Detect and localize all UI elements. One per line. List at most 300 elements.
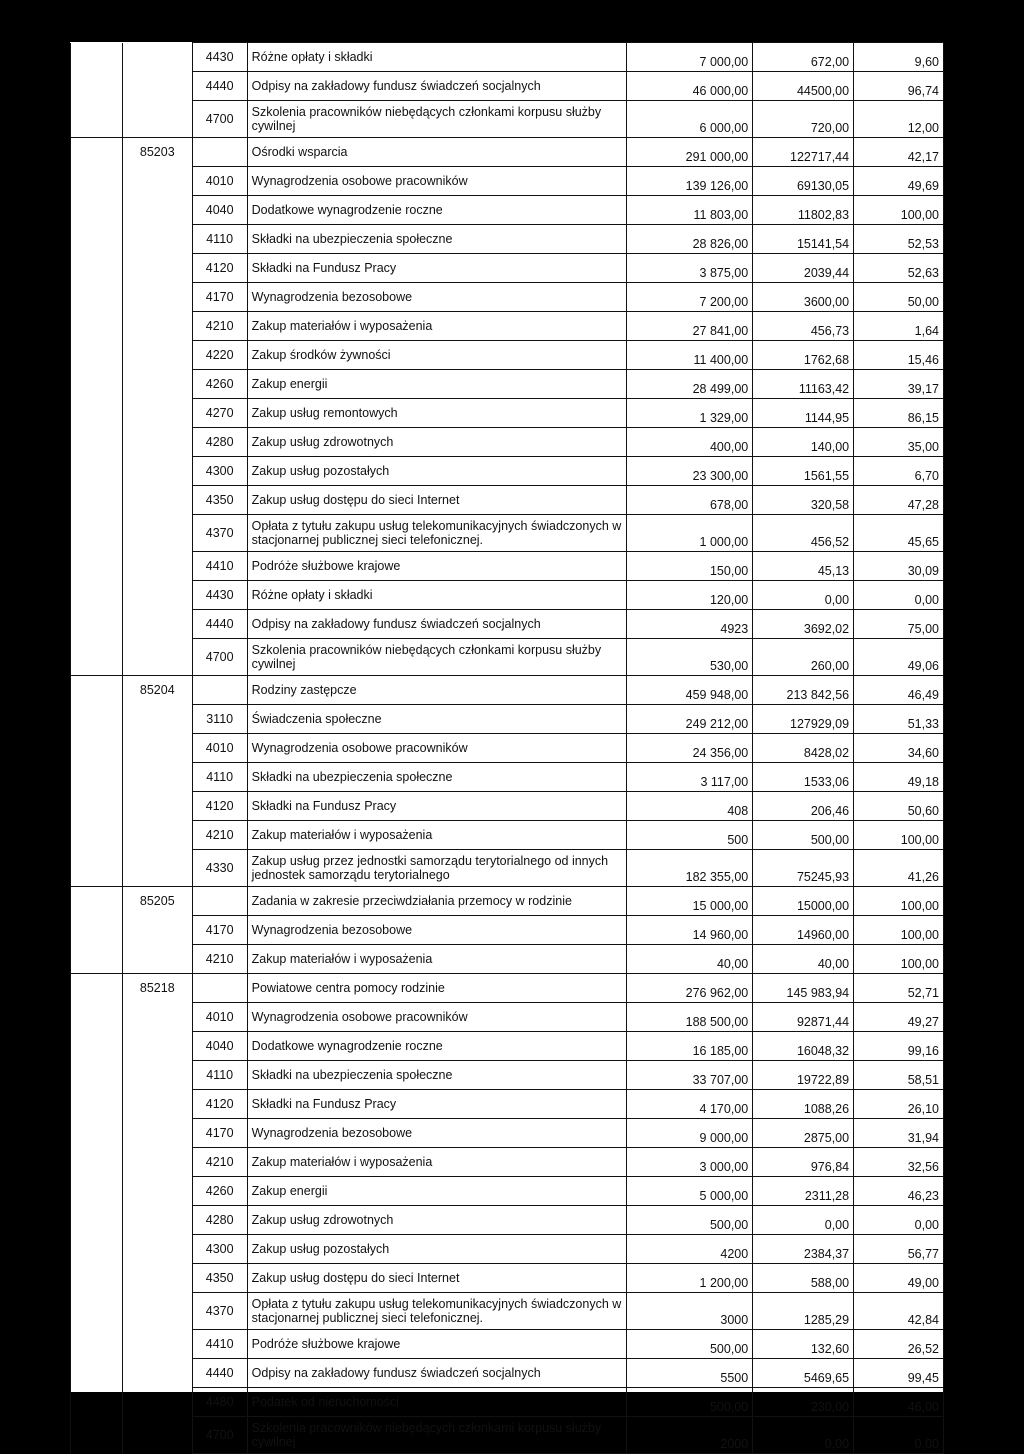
paragraph-code-cell: 4440 — [192, 1359, 247, 1388]
plan-amount-cell: 40,00 — [627, 945, 753, 974]
description-cell: Wynagrodzenia bezosobowe — [247, 1119, 627, 1148]
chapter-code-cell: 85204 — [122, 676, 192, 705]
paragraph-code-cell: 4040 — [192, 1032, 247, 1061]
executed-amount-cell: 40,00 — [753, 945, 854, 974]
execution-percent-cell: 30,09 — [854, 552, 944, 581]
execution-percent-cell: 49,06 — [854, 639, 944, 676]
executed-amount-cell: 213 842,56 — [753, 676, 854, 705]
paragraph-code-cell — [192, 974, 247, 1003]
blank-cell — [71, 399, 123, 428]
blank-cell — [71, 1293, 123, 1330]
blank-cell — [71, 138, 123, 167]
paragraph-code-cell: 4210 — [192, 312, 247, 341]
executed-amount-cell: 260,00 — [753, 639, 854, 676]
paragraph-code-cell: 4120 — [192, 254, 247, 283]
description-cell: Rodziny zastępcze — [247, 676, 627, 705]
blank-cell — [71, 705, 123, 734]
chapter-code-cell — [122, 705, 192, 734]
blank-cell — [71, 283, 123, 312]
execution-percent-cell: 50,60 — [854, 792, 944, 821]
plan-amount-cell: 33 707,00 — [627, 1061, 753, 1090]
executed-amount-cell: 230,00 — [753, 1388, 854, 1417]
paragraph-code-cell: 4370 — [192, 1293, 247, 1330]
table-row — [71, 610, 944, 639]
description-cell: Zakup energii — [247, 1177, 627, 1206]
execution-percent-cell: 47,28 — [854, 486, 944, 515]
blank-cell — [71, 1119, 123, 1148]
chapter-code-cell — [122, 552, 192, 581]
executed-amount-cell: 19722,89 — [753, 1061, 854, 1090]
executed-amount-cell: 588,00 — [753, 1264, 854, 1293]
table-row — [71, 734, 944, 763]
chapter-code-cell — [122, 370, 192, 399]
chapter-code-cell — [122, 1177, 192, 1206]
table-row — [71, 101, 944, 138]
plan-amount-cell: 4200 — [627, 1235, 753, 1264]
paragraph-code-cell: 4410 — [192, 552, 247, 581]
description-cell: Składki na Fundusz Pracy — [247, 1090, 627, 1119]
execution-percent-cell: 34,60 — [854, 734, 944, 763]
chapter-code-cell — [122, 1090, 192, 1119]
table-row — [71, 821, 944, 850]
execution-percent-cell: 58,51 — [854, 1061, 944, 1090]
blank-cell — [71, 1388, 123, 1417]
paragraph-code-cell: 4170 — [192, 916, 247, 945]
execution-percent-cell: 6,70 — [854, 457, 944, 486]
description-cell: Zakup materiałów i wyposażenia — [247, 1148, 627, 1177]
chapter-code-cell — [122, 1032, 192, 1061]
description-cell: Odpisy na zakładowy fundusz świadczeń socjalnych — [247, 610, 627, 639]
execution-percent-cell: 46,00 — [854, 1388, 944, 1417]
blank-cell — [71, 821, 123, 850]
table-row — [71, 312, 944, 341]
paragraph-code-cell: 4430 — [192, 43, 247, 72]
chapter-code-cell — [122, 1119, 192, 1148]
table-row — [71, 515, 944, 552]
description-cell: Wynagrodzenia bezosobowe — [247, 283, 627, 312]
table-row — [71, 1206, 944, 1235]
plan-amount-cell: 15 000,00 — [627, 887, 753, 916]
executed-amount-cell: 11163,42 — [753, 370, 854, 399]
blank-cell — [71, 734, 123, 763]
execution-percent-cell: 96,74 — [854, 72, 944, 101]
table-row — [71, 1003, 944, 1032]
table-row — [71, 1119, 944, 1148]
plan-amount-cell: 16 185,00 — [627, 1032, 753, 1061]
paragraph-code-cell: 4110 — [192, 763, 247, 792]
chapter-code-cell — [122, 1417, 192, 1454]
paragraph-code-cell: 4010 — [192, 734, 247, 763]
description-cell: Składki na Fundusz Pracy — [247, 792, 627, 821]
chapter-code-cell — [122, 1235, 192, 1264]
table-row — [71, 457, 944, 486]
chapter-code-cell: 85203 — [122, 138, 192, 167]
chapter-code-cell — [122, 1359, 192, 1388]
executed-amount-cell: 500,00 — [753, 821, 854, 850]
chapter-code-cell — [122, 792, 192, 821]
table-row — [71, 1148, 944, 1177]
description-cell: Zakup usług zdrowotnych — [247, 428, 627, 457]
table-row — [71, 399, 944, 428]
blank-cell — [71, 1032, 123, 1061]
table-row — [71, 370, 944, 399]
description-cell: Zakup środków żywności — [247, 341, 627, 370]
table-row — [71, 1388, 944, 1417]
description-cell: Zadania w zakresie przeciwdziałania przemocy w rodzinie — [247, 887, 627, 916]
execution-percent-cell: 0,00 — [854, 581, 944, 610]
description-cell: Podróże służbowe krajowe — [247, 552, 627, 581]
plan-amount-cell: 9 000,00 — [627, 1119, 753, 1148]
plan-amount-cell: 3000 — [627, 1293, 753, 1330]
description-cell: Zakup materiałów i wyposażenia — [247, 945, 627, 974]
blank-cell — [71, 639, 123, 676]
executed-amount-cell: 976,84 — [753, 1148, 854, 1177]
execution-percent-cell: 39,17 — [854, 370, 944, 399]
execution-percent-cell: 100,00 — [854, 196, 944, 225]
blank-cell — [71, 763, 123, 792]
description-cell: Wynagrodzenia osobowe pracowników — [247, 1003, 627, 1032]
table-row — [71, 254, 944, 283]
table-row — [71, 705, 944, 734]
plan-amount-cell: 400,00 — [627, 428, 753, 457]
blank-cell — [71, 974, 123, 1003]
paragraph-code-cell: 4270 — [192, 399, 247, 428]
plan-amount-cell: 249 212,00 — [627, 705, 753, 734]
description-cell: Zakup usług remontowych — [247, 399, 627, 428]
table-row — [71, 581, 944, 610]
description-cell: Opłata z tytułu zakupu usług telekomunikacyjnych świadczonych w stacjonarnej publicznej sieci telefonicznej. — [247, 1293, 627, 1330]
chapter-code-cell — [122, 515, 192, 552]
execution-percent-cell: 99,16 — [854, 1032, 944, 1061]
table-row — [71, 945, 944, 974]
blank-cell — [71, 1003, 123, 1032]
executed-amount-cell: 206,46 — [753, 792, 854, 821]
plan-amount-cell: 24 356,00 — [627, 734, 753, 763]
blank-cell — [71, 1417, 123, 1454]
executed-amount-cell: 8428,02 — [753, 734, 854, 763]
plan-amount-cell: 7 000,00 — [627, 43, 753, 72]
plan-amount-cell: 11 400,00 — [627, 341, 753, 370]
paragraph-code-cell: 4350 — [192, 1264, 247, 1293]
plan-amount-cell: 500,00 — [627, 1206, 753, 1235]
table-row — [71, 1264, 944, 1293]
paragraph-code-cell: 4040 — [192, 196, 247, 225]
paragraph-code-cell: 4430 — [192, 581, 247, 610]
blank-cell — [71, 486, 123, 515]
paragraph-code-cell: 4350 — [192, 486, 247, 515]
chapter-code-cell — [122, 1003, 192, 1032]
description-cell: Odpisy na zakładowy fundusz świadczeń socjalnych — [247, 72, 627, 101]
paragraph-code-cell: 4120 — [192, 1090, 247, 1119]
paragraph-code-cell: 4260 — [192, 1177, 247, 1206]
executed-amount-cell: 140,00 — [753, 428, 854, 457]
plan-amount-cell: 276 962,00 — [627, 974, 753, 1003]
execution-percent-cell: 49,69 — [854, 167, 944, 196]
description-cell: Szkolenia pracowników niebędących członkami korpusu służby cywilnej — [247, 1417, 627, 1454]
table-row — [71, 43, 944, 72]
chapter-code-cell — [122, 312, 192, 341]
description-cell: Różne opłaty i składki — [247, 581, 627, 610]
execution-percent-cell: 42,84 — [854, 1293, 944, 1330]
chapter-code-cell — [122, 254, 192, 283]
execution-percent-cell: 31,94 — [854, 1119, 944, 1148]
description-cell: Zakup usług pozostałych — [247, 1235, 627, 1264]
plan-amount-cell: 1 200,00 — [627, 1264, 753, 1293]
plan-amount-cell: 3 875,00 — [627, 254, 753, 283]
executed-amount-cell: 5469,65 — [753, 1359, 854, 1388]
table-row — [71, 887, 944, 916]
plan-amount-cell: 1 000,00 — [627, 515, 753, 552]
plan-amount-cell: 4923 — [627, 610, 753, 639]
chapter-code-cell — [122, 763, 192, 792]
plan-amount-cell: 7 200,00 — [627, 283, 753, 312]
table-row — [71, 167, 944, 196]
plan-amount-cell: 459 948,00 — [627, 676, 753, 705]
table-row — [71, 486, 944, 515]
blank-cell — [71, 1177, 123, 1206]
plan-amount-cell: 6 000,00 — [627, 101, 753, 138]
chapter-code-cell — [122, 167, 192, 196]
paragraph-code-cell: 4410 — [192, 1330, 247, 1359]
execution-percent-cell: 49,18 — [854, 763, 944, 792]
plan-amount-cell: 291 000,00 — [627, 138, 753, 167]
executed-amount-cell: 672,00 — [753, 43, 854, 72]
chapter-code-cell — [122, 428, 192, 457]
table-row — [71, 1330, 944, 1359]
paragraph-code-cell — [192, 676, 247, 705]
plan-amount-cell: 5 000,00 — [627, 1177, 753, 1206]
chapter-code-cell — [122, 1293, 192, 1330]
chapter-code-cell — [122, 821, 192, 850]
executed-amount-cell: 1533,06 — [753, 763, 854, 792]
description-cell: Zakup usług przez jednostki samorządu terytorialnego od innych jednostek samorządu terytorialnego — [247, 850, 627, 887]
chapter-code-cell — [122, 1388, 192, 1417]
executed-amount-cell: 15000,00 — [753, 887, 854, 916]
table-row — [71, 1417, 944, 1454]
executed-amount-cell: 3692,02 — [753, 610, 854, 639]
blank-cell — [71, 676, 123, 705]
plan-amount-cell: 27 841,00 — [627, 312, 753, 341]
paragraph-code-cell: 3110 — [192, 705, 247, 734]
executed-amount-cell: 720,00 — [753, 101, 854, 138]
plan-amount-cell: 139 126,00 — [627, 167, 753, 196]
executed-amount-cell: 1144,95 — [753, 399, 854, 428]
chapter-code-cell — [122, 283, 192, 312]
execution-percent-cell: 56,77 — [854, 1235, 944, 1264]
description-cell: Podróże służbowe krajowe — [247, 1330, 627, 1359]
execution-percent-cell: 1,64 — [854, 312, 944, 341]
plan-amount-cell: 1 329,00 — [627, 399, 753, 428]
chapter-code-cell — [122, 457, 192, 486]
chapter-code-cell — [122, 581, 192, 610]
execution-percent-cell: 41,26 — [854, 850, 944, 887]
document-page — [70, 42, 944, 1451]
plan-amount-cell: 3 000,00 — [627, 1148, 753, 1177]
description-cell: Opłata z tytułu zakupu usług telekomunikacyjnych świadczonych w stacjonarnej publicznej sieci telefonicznej. — [247, 515, 627, 552]
blank-cell — [71, 428, 123, 457]
blank-cell — [71, 196, 123, 225]
execution-percent-cell: 32,56 — [854, 1148, 944, 1177]
table-row — [71, 1061, 944, 1090]
description-cell: Składki na ubezpieczenia społeczne — [247, 763, 627, 792]
execution-percent-cell: 12,00 — [854, 101, 944, 138]
execution-percent-cell: 15,46 — [854, 341, 944, 370]
execution-percent-cell: 49,27 — [854, 1003, 944, 1032]
execution-percent-cell: 46,23 — [854, 1177, 944, 1206]
executed-amount-cell: 1762,68 — [753, 341, 854, 370]
table-row — [71, 283, 944, 312]
execution-percent-cell: 52,53 — [854, 225, 944, 254]
executed-amount-cell: 127929,09 — [753, 705, 854, 734]
execution-percent-cell: 100,00 — [854, 945, 944, 974]
executed-amount-cell: 0,00 — [753, 1206, 854, 1235]
plan-amount-cell: 14 960,00 — [627, 916, 753, 945]
plan-amount-cell: 500,00 — [627, 1330, 753, 1359]
paragraph-code-cell: 4120 — [192, 792, 247, 821]
description-cell: Zakup energii — [247, 370, 627, 399]
paragraph-code-cell: 4370 — [192, 515, 247, 552]
chapter-code-cell — [122, 1264, 192, 1293]
chapter-code-cell — [122, 225, 192, 254]
chapter-code-cell — [122, 639, 192, 676]
execution-percent-cell: 75,00 — [854, 610, 944, 639]
executed-amount-cell: 11802,83 — [753, 196, 854, 225]
execution-percent-cell: 99,45 — [854, 1359, 944, 1388]
paragraph-code-cell — [192, 887, 247, 916]
description-cell: Składki na ubezpieczenia społeczne — [247, 225, 627, 254]
chapter-code-cell — [122, 1330, 192, 1359]
paragraph-code-cell: 4260 — [192, 370, 247, 399]
paragraph-code-cell: 4210 — [192, 821, 247, 850]
paragraph-code-cell: 4440 — [192, 610, 247, 639]
description-cell: Składki na ubezpieczenia społeczne — [247, 1061, 627, 1090]
executed-amount-cell: 44500,00 — [753, 72, 854, 101]
executed-amount-cell: 2384,37 — [753, 1235, 854, 1264]
blank-cell — [71, 1206, 123, 1235]
description-cell: Świadczenia społeczne — [247, 705, 627, 734]
blank-cell — [71, 1235, 123, 1264]
blank-cell — [71, 370, 123, 399]
execution-percent-cell: 52,63 — [854, 254, 944, 283]
budget-table — [70, 42, 944, 1454]
executed-amount-cell: 132,60 — [753, 1330, 854, 1359]
chapter-code-cell — [122, 916, 192, 945]
executed-amount-cell: 2875,00 — [753, 1119, 854, 1148]
blank-cell — [71, 341, 123, 370]
execution-percent-cell: 52,71 — [854, 974, 944, 1003]
table-row — [71, 1177, 944, 1206]
executed-amount-cell: 1561,55 — [753, 457, 854, 486]
blank-cell — [71, 1061, 123, 1090]
description-cell: Wynagrodzenia osobowe pracowników — [247, 734, 627, 763]
plan-amount-cell: 2000 — [627, 1417, 753, 1454]
table-row — [71, 974, 944, 1003]
table-row — [71, 196, 944, 225]
execution-percent-cell: 100,00 — [854, 887, 944, 916]
paragraph-code-cell: 4280 — [192, 1206, 247, 1235]
paragraph-code-cell — [192, 138, 247, 167]
blank-cell — [71, 167, 123, 196]
table-row — [71, 225, 944, 254]
description-cell: Wynagrodzenia osobowe pracowników — [247, 167, 627, 196]
plan-amount-cell: 150,00 — [627, 552, 753, 581]
description-cell: Składki na Fundusz Pracy — [247, 254, 627, 283]
table-row — [71, 72, 944, 101]
plan-amount-cell: 28 826,00 — [627, 225, 753, 254]
paragraph-code-cell: 4220 — [192, 341, 247, 370]
paragraph-code-cell: 4170 — [192, 283, 247, 312]
table-row — [71, 428, 944, 457]
plan-amount-cell: 530,00 — [627, 639, 753, 676]
table-row — [71, 792, 944, 821]
executed-amount-cell: 1088,26 — [753, 1090, 854, 1119]
blank-cell — [71, 225, 123, 254]
executed-amount-cell: 0,00 — [753, 581, 854, 610]
chapter-code-cell — [122, 43, 192, 72]
executed-amount-cell: 456,73 — [753, 312, 854, 341]
blank-cell — [71, 552, 123, 581]
description-cell: Zakup usług dostępu do sieci Internet — [247, 486, 627, 515]
description-cell: Podatek od nieruchomości — [247, 1388, 627, 1417]
blank-cell — [71, 43, 123, 72]
plan-amount-cell: 678,00 — [627, 486, 753, 515]
chapter-code-cell — [122, 399, 192, 428]
blank-cell — [71, 792, 123, 821]
table-row — [71, 1235, 944, 1264]
blank-cell — [71, 916, 123, 945]
executed-amount-cell: 16048,32 — [753, 1032, 854, 1061]
plan-amount-cell: 5500 — [627, 1359, 753, 1388]
execution-percent-cell: 9,60 — [854, 43, 944, 72]
executed-amount-cell: 92871,44 — [753, 1003, 854, 1032]
description-cell: Szkolenia pracowników niebędących członkami korpusu służby cywilnej — [247, 101, 627, 138]
paragraph-code-cell: 4170 — [192, 1119, 247, 1148]
paragraph-code-cell: 4700 — [192, 639, 247, 676]
description-cell: Wynagrodzenia bezosobowe — [247, 916, 627, 945]
paragraph-code-cell: 4300 — [192, 457, 247, 486]
execution-percent-cell: 51,33 — [854, 705, 944, 734]
paragraph-code-cell: 4110 — [192, 1061, 247, 1090]
plan-amount-cell: 28 499,00 — [627, 370, 753, 399]
table-row — [71, 341, 944, 370]
execution-percent-cell: 50,00 — [854, 283, 944, 312]
paragraph-code-cell: 4280 — [192, 428, 247, 457]
chapter-code-cell — [122, 850, 192, 887]
blank-cell — [71, 1090, 123, 1119]
blank-cell — [71, 1264, 123, 1293]
chapter-code-cell — [122, 610, 192, 639]
description-cell: Szkolenia pracowników niebędących członkami korpusu służby cywilnej — [247, 639, 627, 676]
executed-amount-cell: 69130,05 — [753, 167, 854, 196]
description-cell: Ośrodki wsparcia — [247, 138, 627, 167]
paragraph-code-cell: 4700 — [192, 101, 247, 138]
executed-amount-cell: 15141,54 — [753, 225, 854, 254]
blank-cell — [71, 850, 123, 887]
execution-percent-cell: 0,00 — [854, 1417, 944, 1454]
table-row — [71, 1359, 944, 1388]
execution-percent-cell: 35,00 — [854, 428, 944, 457]
executed-amount-cell: 0,00 — [753, 1417, 854, 1454]
executed-amount-cell: 2311,28 — [753, 1177, 854, 1206]
paragraph-code-cell: 4700 — [192, 1417, 247, 1454]
executed-amount-cell: 1285,29 — [753, 1293, 854, 1330]
chapter-code-cell — [122, 341, 192, 370]
paragraph-code-cell: 4300 — [192, 1235, 247, 1264]
table-row — [71, 763, 944, 792]
execution-percent-cell: 100,00 — [854, 821, 944, 850]
plan-amount-cell: 46 000,00 — [627, 72, 753, 101]
chapter-code-cell: 85218 — [122, 974, 192, 1003]
